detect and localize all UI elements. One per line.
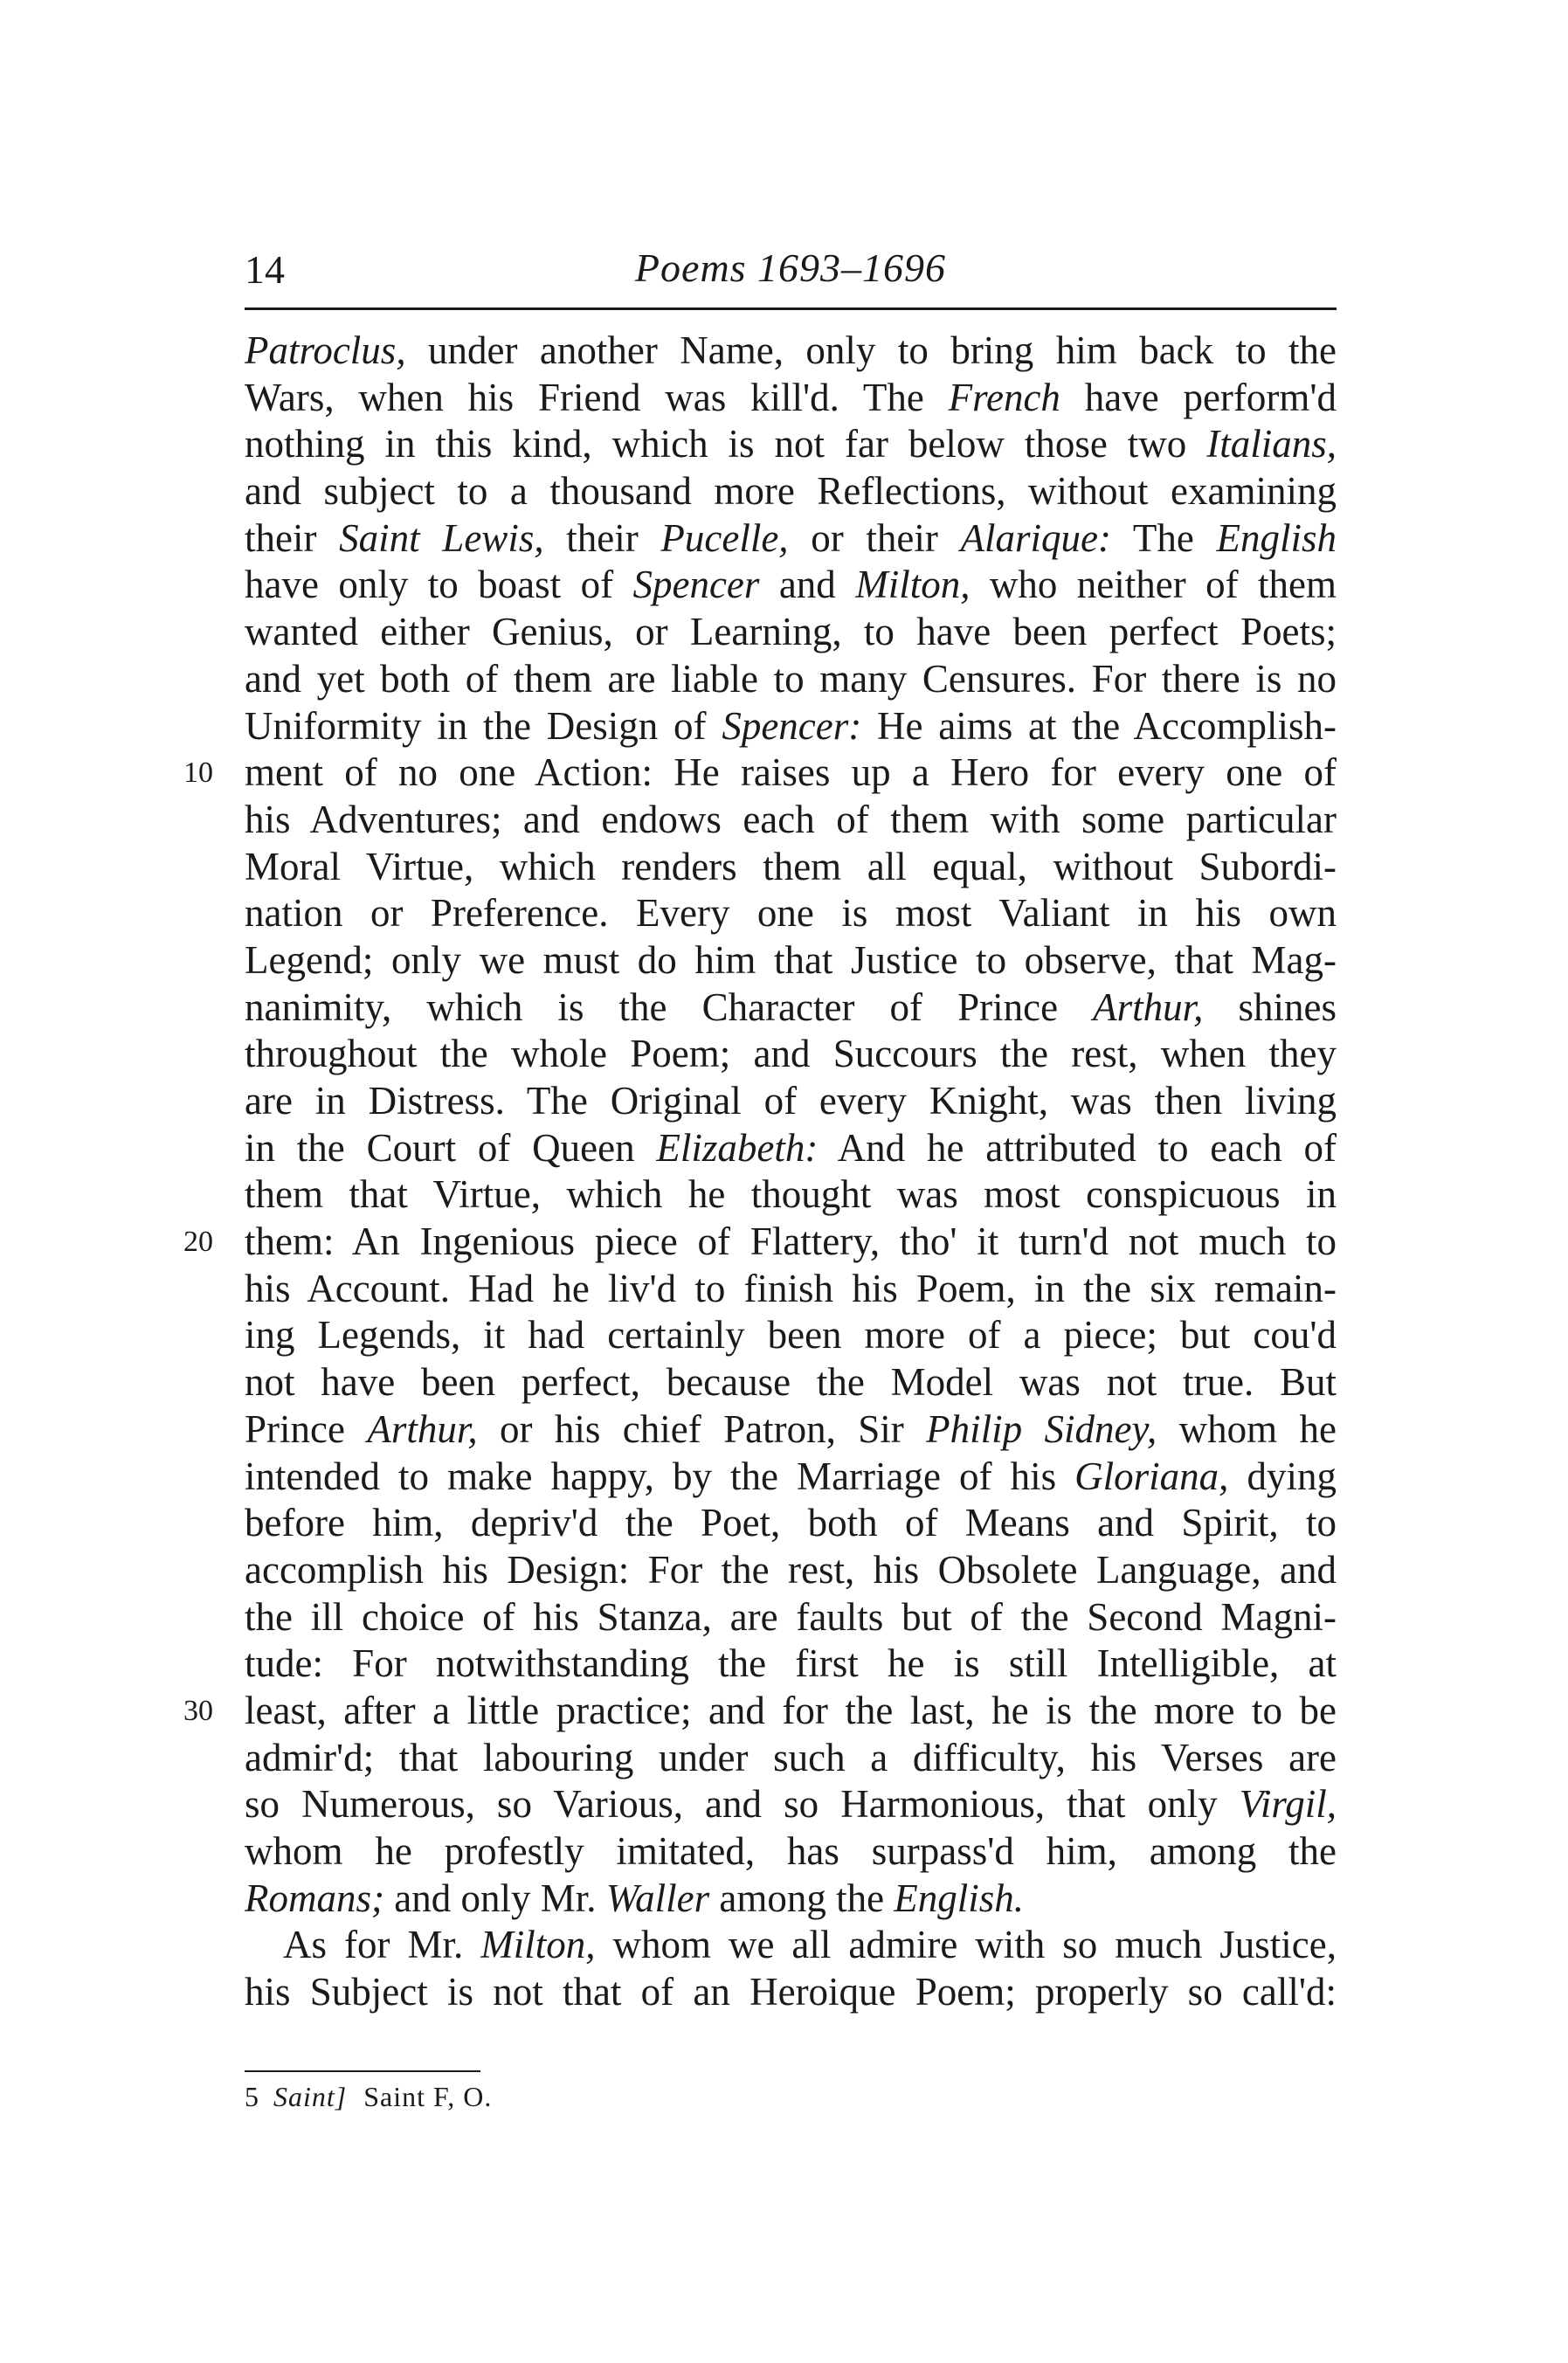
italic-text: Arthur, [367,1406,478,1451]
text-segment: throughout the whole Poem; and Succours the rest, when they [245,1032,1337,1076]
italic-text: Spencer [632,563,760,607]
text-segment: before him, depriv'd the Poet, both of Means and Spirit, to [245,1501,1337,1545]
text-segment: nanimity, which is the Character of Prince [245,985,1094,1029]
italic-text: Pucelle, [660,515,789,560]
text-line [245,1781,1337,1828]
line-number: 10 [183,757,213,790]
footnote-reading: Saint F, O. [363,2081,493,2112]
text-line [245,1171,1337,1219]
text-segment: and [759,563,856,607]
italic-text: Italians, [1206,422,1337,466]
text-line [245,797,1337,844]
text-line [245,844,1337,891]
text-line [245,1922,1337,1969]
italic-text: Virgil, [1239,1782,1337,1827]
text-line [245,1359,1337,1406]
text-segment: ing Legends, it had certainly been more of a piece; but cou'd [245,1313,1337,1358]
text-line [245,1969,1337,2016]
text-line [245,1266,1337,1313]
text-line [245,1594,1337,1641]
text-line [183,1219,1337,1266]
text-line [245,890,1337,937]
text-segment: their [543,515,661,560]
italic-text: Saint Lewis, [339,515,544,560]
italic-text: Romans; [245,1876,384,1920]
text-segment: and subject to a thousand more Reflections, without examining [245,469,1337,514]
footnote-line-ref: 5 [245,2081,259,2112]
page-number: 14 [245,247,285,292]
text-line [245,1735,1337,1782]
text-segment: He aims at the Accomplish- [861,703,1337,748]
text-segment: nothing in this kind, which is not far below those two [245,422,1207,466]
italic-text: Spencer: [722,703,862,748]
italic-text: Elizabeth: [656,1125,819,1170]
text-segment: Moral Virtue, which renders them all equal, without Subordi- [245,844,1337,888]
text-segment: who neither of them [970,563,1337,607]
text-line [245,1500,1337,1547]
text-line [245,1078,1337,1125]
text-segment: intended to make happy, by the Marriage of his [245,1454,1075,1498]
text-segment: and yet both of them are liable to many Censures. For there is no [245,656,1337,701]
text-segment: Legend; only we must do him that Justice to observe, that Mag- [245,937,1337,982]
text-line [245,468,1337,515]
text-segment: least, after a little practice; and for the last, he is the more to be [245,1688,1337,1732]
text-line [245,1125,1337,1172]
page-header [245,236,1337,306]
text-segment: or their [788,515,961,560]
text-segment: ment of no one Action: He raises up a Hero for every one of [245,750,1337,795]
text-segment: his Subject is not that of an Heroique Poem; properly so call'd: [245,1970,1337,2014]
italic-text: English [1216,515,1337,560]
text-segment: them: An Ingenious piece of Flattery, tho' it turn'd not much to [245,1220,1337,1264]
italic-text: English. [894,1876,1025,1920]
text-segment: whom he profestly imitated, has surpass'd him, among the [245,1829,1337,1873]
italic-text: Philip Sidney, [926,1406,1157,1451]
text-segment: them that Virtue, which he thought was most conspicuous in [245,1172,1337,1217]
text-line [245,703,1337,750]
italic-text: Gloriana, [1074,1454,1229,1498]
italic-text: French [948,375,1060,419]
text-segment: And he attributed to each of [818,1125,1337,1170]
text-segment: his Adventures; and endows each of them with some particular [245,797,1337,841]
text-segment: accomplish his Design: For the rest, his Obsolete Language, and [245,1547,1337,1592]
text-line [245,1641,1337,1688]
text-line [245,1312,1337,1359]
italic-text: Patroclus, [245,328,406,372]
header-rule [245,307,1337,310]
text-segment: and only Mr. [383,1876,606,1920]
text-segment: have only to boast of [245,563,633,607]
text-line [245,375,1337,422]
text-line [245,562,1337,609]
line-number: 20 [183,1226,213,1259]
italic-text: Waller [605,1876,710,1920]
italic-text: Alarique: [960,515,1111,560]
text-segment: the ill choice of his Stanza, are faults but of the Second Magni- [245,1594,1337,1639]
text-line [245,1547,1337,1594]
body-text [183,328,1337,2016]
text-segment: Uniformity in the Design of [245,703,722,748]
text-line [245,1406,1337,1454]
footnote-rule [245,2070,480,2072]
text-segment: have perform'd [1060,375,1337,419]
text-line [183,1688,1337,1735]
footnote-lemma: Saint] [273,2081,348,2112]
text-segment: or his chief Patron, Sir [477,1406,927,1451]
text-segment: whom we all admire with so much Justice, [595,1923,1337,1967]
italic-text: Arthur, [1093,985,1204,1029]
text-line [245,1828,1337,1876]
text-segment: his Account. Had he liv'd to finish his Poem, in the six remain- [245,1266,1337,1310]
text-segment: The [1110,515,1217,560]
running-head: Poems 1693–1696 [634,245,947,290]
text-segment: wanted either Genius, or Learning, to have been perfect Poets; [245,610,1337,654]
text-line [245,1454,1337,1501]
text-segment: in the Court of Queen [245,1125,657,1170]
text-line [183,750,1337,797]
text-segment: admir'd; that labouring under such a difficulty, his Verses are [245,1735,1337,1779]
text-segment: tude: For notwithstanding the first he is still Intelligible, at [245,1641,1337,1686]
text-segment: so Numerous, so Various, and so Harmonious, that only [245,1782,1240,1827]
line-number: 30 [183,1694,213,1727]
text-line [245,515,1337,563]
text-segment: are in Distress. The Original of every Knight, was then living [245,1079,1337,1123]
text-line [245,609,1337,656]
text-line [245,1876,1337,1923]
footnote [245,2081,506,2113]
text-line [245,985,1337,1032]
text-segment: whom he [1157,1406,1337,1451]
italic-text: Milton, [480,1923,596,1967]
text-line [245,421,1337,468]
text-segment: under another Name, only to bring him back to the [405,328,1337,372]
text-segment: among the [709,1876,895,1920]
text-segment: Prince [245,1406,368,1451]
text-line [245,1031,1337,1078]
text-line [245,328,1337,375]
text-segment: their [245,515,340,560]
text-segment: shines [1203,985,1337,1029]
italic-text: Milton, [855,563,971,607]
text-line [245,656,1337,703]
text-segment: dying [1228,1454,1337,1498]
text-segment: As for Mr. [283,1923,481,1967]
text-segment: nation or Preference. Every one is most Valiant in his own [245,891,1337,936]
text-segment: Wars, when his Friend was kill'd. The [245,375,949,419]
text-segment: not have been perfect, because the Model was not true. But [245,1360,1337,1405]
text-line [245,937,1337,985]
